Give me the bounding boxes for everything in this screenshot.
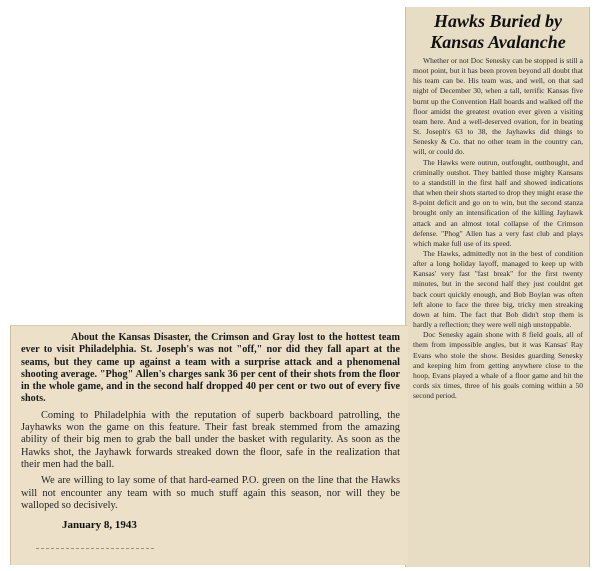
right-clipping <box>405 7 590 567</box>
lead-paragraph: About the Kansas Disaster, the Crimson and Gray lost to the hottest team ever to visit Philadelphia. St. Joseph's was not "off," nor did they fall apart at the seams, but they came up against a team with a surprise attack and a phenomenal shooting average. "Phog" Allen's charges sank 36 per cent of their shots from the floor in the whole game, and in the second half dropped 40 per cent or two out of every five shots. <box>21 332 400 405</box>
column-paragraph: The Hawks, admittedly not in the best of condition after a long holiday layoff, managed to keep up with Kansas' very fast "fast break" for the first twenty minutes, but in the second half they just couldnt get back court quickly enough, and Bob Boylan was often left alone to face the three big, tricky men streaking down at him. The fact that Bob didn't stop them is hardly a reflection; they were well nigh unstoppable. <box>413 248 583 330</box>
headline-line-2: Kansas Avalanche <box>430 32 566 52</box>
dateline-rule <box>36 548 154 549</box>
column-paragraph: Whether or not Doc Senesky can be stopped is still a moot point, but it has been proven beyond all doubt that his team can be. His team was, and well, on that sad night of December 30, when a tall, terrific Kansas five burnt up the Convention Hall boards and walked off the floor amidst the greatest ovation ever given a visiting team here. And a well-deserved ovation, for in beating St. Joseph's 63 to 38, the Jayhawks did things to Senesky & Co. that no other team in the country can, will, or could do. <box>413 56 583 157</box>
body-paragraph: We are willing to lay some of that hard-earned P.O. green on the line that the Hawks will not encounter any team with so much stuff again this season, nor will they be walloped so decisively. <box>21 475 400 511</box>
dateline: January 8, 1943 <box>62 519 137 531</box>
column-paragraph: The Hawks were outrun, outfought, outthought, and criminally outshot. They battled those mighty Kansans to a standstill in the first half and showed indications that when their shots started to drop they might erase the 8-point deficit and go on to win, but the second stanza brought only an intensification of the killing Jayhawk attack and an almost total collapse of the Crimson defense. "Phog" Allen has a very fast club and plays which make full use of its speed. <box>413 157 583 248</box>
headline <box>413 11 583 53</box>
column-paragraph: Doc Senesky again shone with 8 field goals, all of them from impossible angles, but it was Kansas' Ray Evans who stole the show. Besides guarding Senesky and keeping him from getting anywhere close to the hoop, Evans played a whale of a floor game and hit the cords six times, three of his goals coming within a 50 second period. <box>413 330 583 401</box>
body-paragraph: Coming to Philadelphia with the reputation of superb backboard patrolling, the Jayhawks won the game on this feature. Their fast break stemmed from the amazing ability of their big men to grab the ball under the basket with regularity. As soon as the Hawks shot, the Jayhawk forwards streaked down the floor, safe in the realization that their men had the ball. <box>21 409 400 470</box>
headline-line-1: Hawks Buried by <box>433 11 562 31</box>
